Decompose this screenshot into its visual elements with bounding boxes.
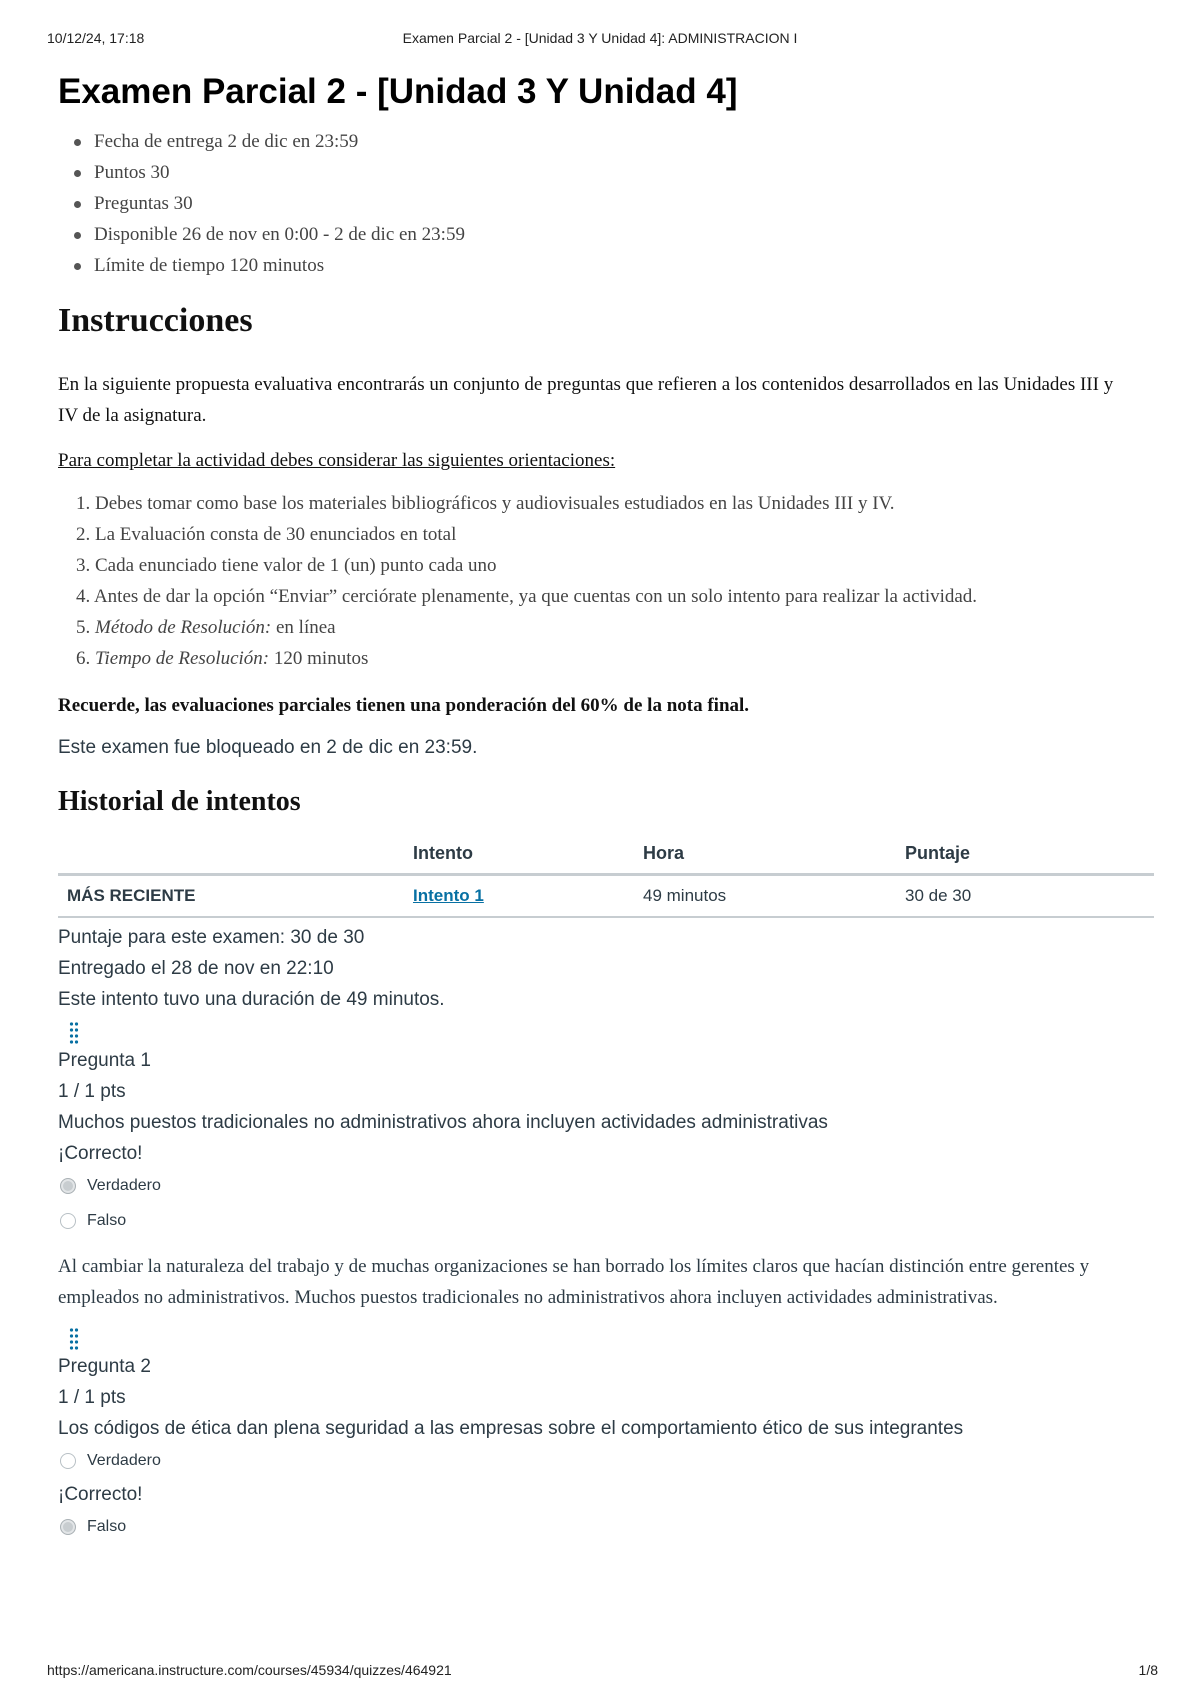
question-text: Los códigos de ética dan plena seguridad a las empresas sobre el comportamiento ético de sus integrantes — [58, 1417, 964, 1439]
answer-label: Falso — [87, 1212, 127, 1229]
detail-availability: Disponible 26 de nov en 0:00 - 2 de dic en 23:59 — [74, 219, 1152, 250]
detail-questions: Preguntas 30 — [74, 188, 1152, 219]
most-recent-label: MÁS RECIENTE — [58, 874, 404, 917]
question-2 — [58, 1327, 1152, 1545]
exam-details-list — [74, 126, 1152, 281]
column-header-label — [58, 840, 404, 874]
answer-label: Verdadero — [87, 1177, 161, 1194]
question-title: Pregunta 1 — [58, 1049, 151, 1071]
instruction-item: 5. Método de Resolución: en línea — [76, 617, 336, 638]
table-header-row — [58, 840, 1154, 874]
locked-notice: Este examen fue bloqueado en 2 de dic en 23:59. — [58, 737, 478, 758]
print-page-title: Examen Parcial 2 - [Unidad 3 Y Unidad 4]: ADMINISTRACION I — [402, 30, 798, 46]
column-header-attempt: Intento — [404, 840, 634, 874]
table-row — [58, 874, 1154, 917]
radio-selected-icon[interactable] — [60, 1178, 76, 1194]
exam-title: Examen Parcial 2 - [Unidad 3 Y Unidad 4] — [58, 72, 738, 111]
page-number: 1/8 — [1138, 1662, 1158, 1678]
instructions-list — [76, 488, 1152, 674]
instruction-item: 1. Debes tomar como base los materiales bibliográficos y audiovisuales estudiados en las Unidades III y IV. — [76, 493, 895, 514]
instruction-item: 2. La Evaluación consta de 30 enunciados en total — [76, 524, 457, 545]
column-header-score: Puntaje — [896, 840, 1154, 874]
correct-feedback: ¡Correcto! — [58, 1483, 143, 1505]
detail-points: Puntos 30 — [74, 157, 1152, 188]
attempt-history-table — [58, 840, 1154, 918]
drag-handle-icon[interactable] — [64, 1021, 84, 1045]
answer-option — [58, 1444, 1152, 1479]
detail-time-limit: Límite de tiempo 120 minutos — [74, 250, 1152, 281]
correct-feedback: ¡Correcto! — [58, 1142, 143, 1164]
quiz-score-text: Puntaje para este examen: 30 de 30 — [58, 926, 365, 948]
attempt-score: 30 de 30 — [896, 874, 1154, 917]
radio-unselected-icon[interactable] — [60, 1213, 76, 1229]
question-points: 1 / 1 pts — [58, 1386, 126, 1408]
instructions-intro: En la siguiente propuesta evaluativa encontrarás un conjunto de preguntas que refieren a los contenidos desarrollados en las Unidades III y IV de la asignatura. — [58, 374, 1114, 426]
answer-option — [58, 1204, 1152, 1239]
question-points: 1 / 1 pts — [58, 1080, 126, 1102]
detail-due-date: Fecha de entrega 2 de dic en 23:59 — [74, 126, 1152, 157]
quiz-page — [58, 66, 1152, 1545]
question-1 — [58, 1021, 1152, 1313]
answer-option — [58, 1510, 1152, 1545]
instructions-orientations-heading: Para completar la actividad debes considerar las siguientes orientaciones: — [58, 450, 616, 471]
attempt-1-link[interactable]: Intento 1 — [413, 885, 484, 905]
radio-unselected-icon[interactable] — [60, 1453, 76, 1469]
attempt-history-heading: Historial de intentos — [58, 786, 301, 817]
attempt-time: 49 minutos — [634, 874, 896, 917]
answer-explanation: Al cambiar la naturaleza del trabajo y de muchas organizaciones se han borrado los límites claros que hacían distinción entre gerentes y empleados no administrativos. Muchos puestos tradicionales no administrativos ahora incluyen actividades administrativas. — [58, 1255, 1090, 1308]
answer-label: Falso — [87, 1518, 127, 1535]
answer-option — [58, 1169, 1152, 1204]
answer-label: Verdadero — [87, 1452, 161, 1469]
drag-handle-icon[interactable] — [64, 1327, 84, 1351]
print-header — [0, 30, 1200, 50]
duration-text: Este intento tuvo una duración de 49 minutos. — [58, 988, 445, 1010]
attempt-summary — [58, 922, 1152, 1015]
instruction-item: 6. Tiempo de Resolución: 120 minutos — [76, 648, 369, 669]
radio-selected-icon[interactable] — [60, 1519, 76, 1535]
question-text: Muchos puestos tradicionales no administrativos ahora incluyen actividades administrativas — [58, 1111, 828, 1133]
question-title: Pregunta 2 — [58, 1355, 151, 1377]
weighting-note: Recuerde, las evaluaciones parciales tienen una ponderación del 60% de la nota final. — [58, 695, 750, 716]
instruction-item: 4. Antes de dar la opción “Enviar” cerciórate plenamente, ya que cuentas con un solo intento para realizar la actividad. — [76, 586, 978, 607]
print-date: 10/12/24, 17:18 — [47, 30, 145, 46]
page-url: https://americana.instructure.com/courses/45934/quizzes/464921 — [47, 1662, 452, 1678]
submitted-text: Entregado el 28 de nov en 22:10 — [58, 957, 334, 979]
instructions-heading: Instrucciones — [58, 302, 253, 339]
instruction-item: 3. Cada enunciado tiene valor de 1 (un) punto cada uno — [76, 555, 497, 576]
column-header-time: Hora — [634, 840, 896, 874]
